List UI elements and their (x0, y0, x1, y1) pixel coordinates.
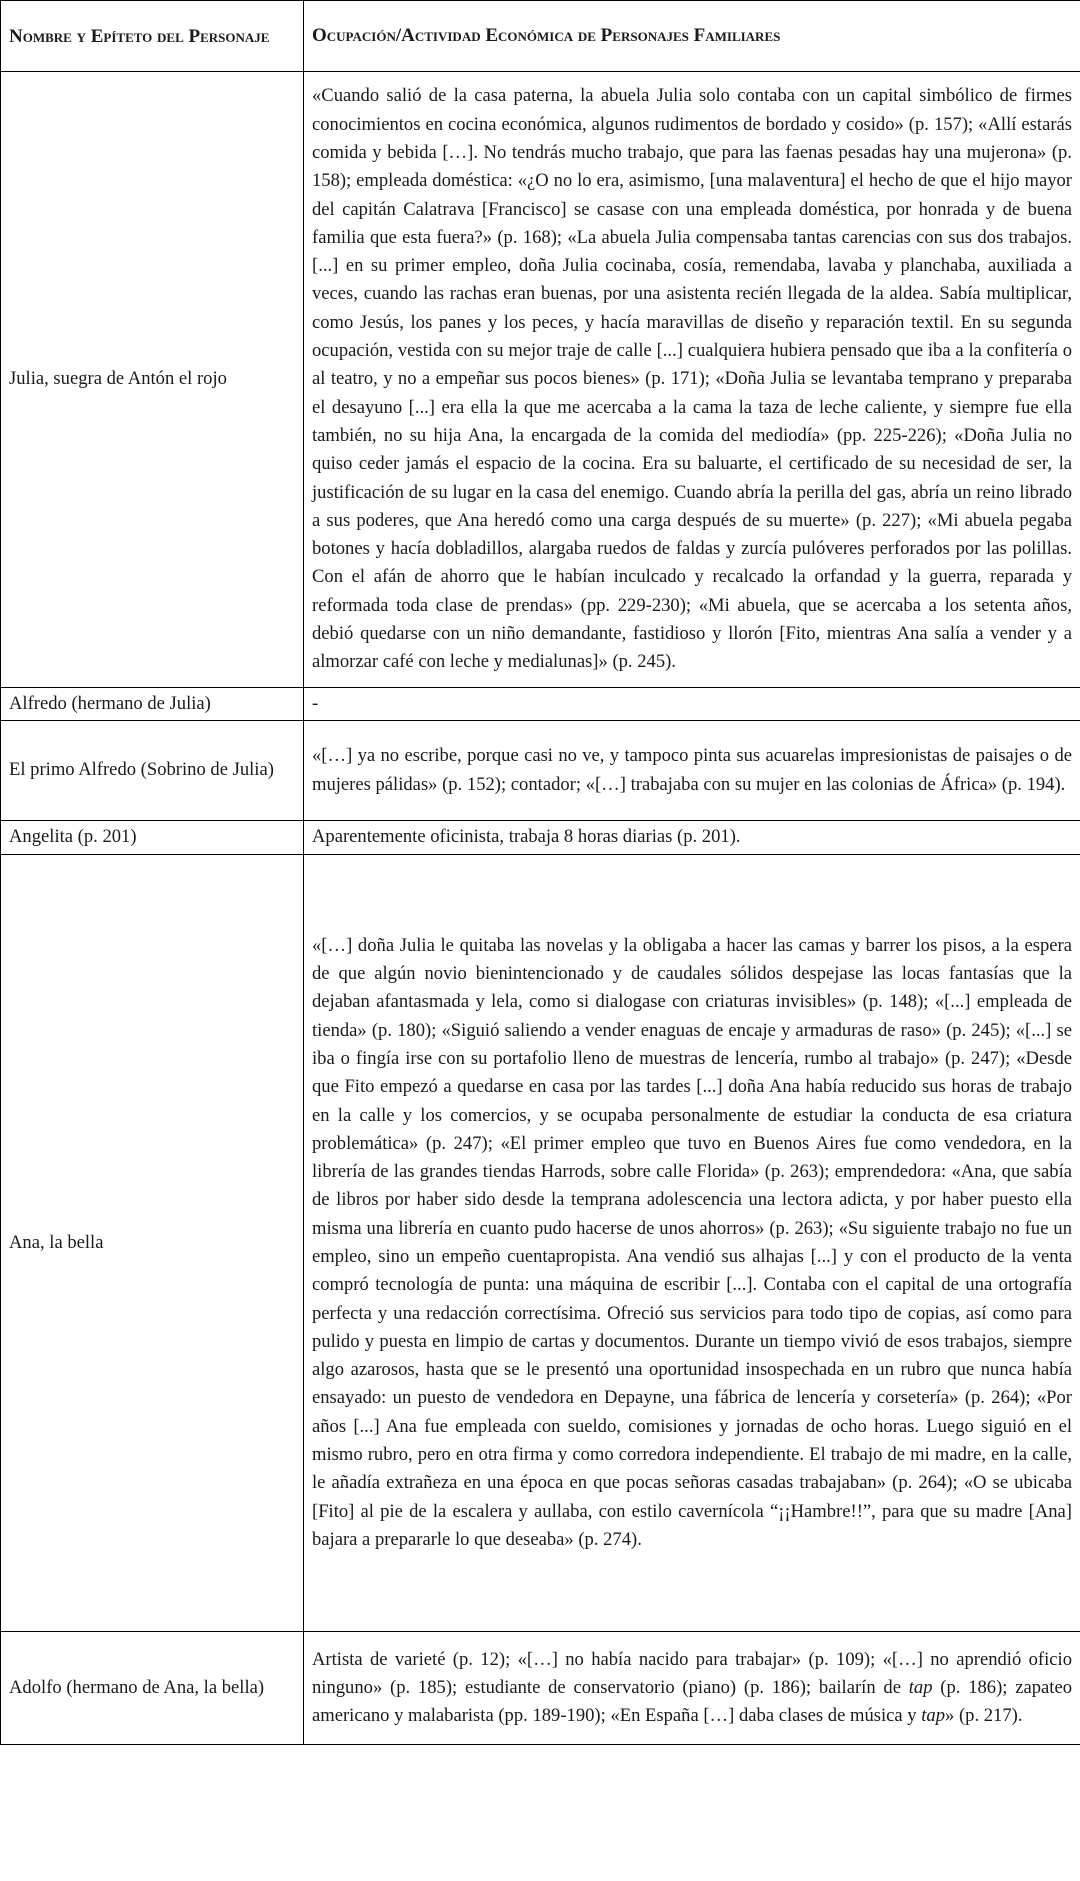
occupation-description: «Cuando salió de la casa paterna, la abuela Julia solo contaba con un capital simbólico de firmes conocimientos en cocina económica, algunos rudimentos de bordado y cosido» (p. 157); «Allí estarás comida y bebida […]. No tendrás mucho trabajo, que para las faenas pesadas hay una mujerona» (p. 158); empleada doméstica: «¿O no lo era, asimismo, [una malaventura] el hecho de que el hijo mayor del capitán Calatrava [Francisco] se casase con una empleada doméstica, por honrada y de buena familia que esta fuera?» (p. 168); «La abuela Julia compensaba tantas carencias con sus dos trabajos. [...] en su primer empleo, doña Julia cocinaba, cosía, remendaba, lavaba y planchaba, auxiliada a veces, cuando las rachas eran buenas, por una asistenta recién llegada de la aldea. Sabía multiplicar, como Jesús, los panes y los peces, y hacía maravillas de diseño y reparación textil. En su segunda ocupación, vestida con su mejor traje de calle [...] cualquiera hubiera pensado que iba a la confitería o al teatro, y no a empeñar sus pocos bienes» (p. 171); «Doña Julia se levantaba temprano y preparaba el desayuno [...] era ella la que me acercaba a la cama la taza de leche caliente, y siempre fue ella también, no su hija Ana, la encargada de la comida del mediodía» (pp. 225-226); «Doña Julia no quiso ceder jamás el espacio de la cocina. Era su baluarte, el certificado de su necesidad de ser, la justificación de su lugar en la casa del enemigo. Cuando abría la perilla del gas, abría un reino librado a sus poderes, que Ana heredó como una carga después de su muerte» (p. 227); «Mi abuela pegaba botones y hacía dobladillos, alargaba ruedos de faldas y zurcía pulóveres perforados por las polillas. Con el afán de ahorro que le habían inculcado y recalcado la orfandad y la guerra, reparada y reformada toda clase de prendas» (pp. 229-230); «Mi abuela, que se acercaba a los setenta años, debió quedarse con un niño demandante, fastidioso y llorón [Fito, mientras Ana salía a vender y a almorzar café con leche y medialunas]» (p. 245). (304, 72, 1080, 688)
italic-term: tap (908, 1676, 933, 1698)
table-row (1, 688, 1080, 721)
character-name: Ana, la bella (1, 855, 304, 1632)
column-header-name: Nombre y Epíteto del Personaje (1, 1, 304, 72)
table-row (1, 1632, 1080, 1745)
table-row (1, 721, 1080, 821)
table-row (1, 855, 1080, 1632)
character-name: Julia, suegra de Antón el rojo (1, 72, 304, 688)
italic-term: tap (921, 1705, 946, 1727)
character-name: El primo Alfredo (Sobrino de Julia) (1, 721, 304, 821)
description-text: Artista de varieté (p. 12); «[…] no había nacido para trabajar» (p. 109); «[…] no aprendió oficio ninguno» (p. 185); estudiante de conservatorio (piano) (p. 186); bailarín de (312, 1648, 1072, 1698)
table-row (1, 821, 1080, 855)
occupation-description: - (304, 688, 1080, 721)
occupation-description: Aparentemente oficinista, trabaja 8 horas diarias (p. 201). (304, 821, 1080, 855)
occupation-description: «[…] doña Julia le quitaba las novelas y la obligaba a hacer las camas y barrer los pisos, a la espera de que algún novio bienintencionado y de caudales sólidos despejase las locas fantasías que la dejaban afantasmada y lela, como si dialogase con criaturas invisibles» (p. 148); «[...] empleada de tienda» (p. 180); «Siguió saliendo a vender enaguas de encaje y armaduras de raso» (p. 245); «[...] se iba o fingía irse con su portafolio lleno de muestras de lencería, rumbo al trabajo» (p. 247); «Desde que Fito empezó a quedarse en casa por las tardes [...] doña Ana había reducido sus horas de trabajo en la calle y los comercios, y se ocupaba personalmente de estudiar la conducta de esa criatura problemática» (p. 247); «El primer empleo que tuvo en Buenos Aires fue como vendedora, en la librería de las grandes tiendas Harrods, sobre calle Florida» (p. 263); emprendedora: «Ana, que sabía de libros por haber sido desde la temprana adolescencia una lectora adicta, y por haber puesto ella misma una librería en cuanto pudo hacerse de unos ahorros» (p. 263); «Su siguiente trabajo no fue un empleo, sino un empeño cuentapropista. Ana vendió sus alhajas [...] y con el producto de la venta compró tecnología de punta: una máquina de escribir [...]. Contaba con el capital de una ortografía perfecta y una redacción correctísima. Ofreció sus servicios para todo tipo de copias, así como para pulido y puesta en limpio de cartas y documentos. Durante un tiempo vivió de esos trabajos, siempre algo azarosos, hasta que se le presentó una oportunidad insospechada en un rubro que nunca había ensayado: un puesto de vendedora en Depayne, una fábrica de lencería y corsetería» (p. 264); «Por años [...] Ana fue empleada con sueldo, comisiones y jornadas de ocho horas. Luego siguió en el mismo rubro, pero en otra firma y como corredora independiente. El trabajo de mi madre, en la calle, le añadía extrañeza en una época en que pocas señoras casadas trabajaban» (p. 264); «O se ubicaba [Fito] al pie de la escalera y aullaba, con estilo cavernícola “¡¡Hambre!!”, para que su madre [Ana] bajara a prepararle lo que deseaba» (p. 274). (304, 855, 1080, 1632)
description-text: (p. 186); zapateo americano y malabarista (pp. 189-190); «En España […] daba clases de música y (312, 1676, 1072, 1727)
occupation-description: «[…] ya no escribe, porque casi no ve, y tampoco pinta sus acuarelas impresionistas de paisajes o de mujeres pálidas» (p. 152); contador; «[…] trabajaba con su mujer en las colonias de África» (p. 194). (304, 721, 1080, 821)
character-name: Alfredo (hermano de Julia) (1, 688, 304, 721)
column-header-occupation: Ocupación/Actividad Económica de Personajes Familiares (304, 1, 1080, 72)
occupation-description (304, 1632, 1080, 1745)
table-row (1, 72, 1080, 688)
table-header-row (1, 1, 1080, 72)
description-text: » (p. 217). (945, 1705, 1023, 1727)
character-name: Adolfo (hermano de Ana, la bella) (1, 1632, 304, 1745)
character-name: Angelita (p. 201) (1, 821, 304, 855)
